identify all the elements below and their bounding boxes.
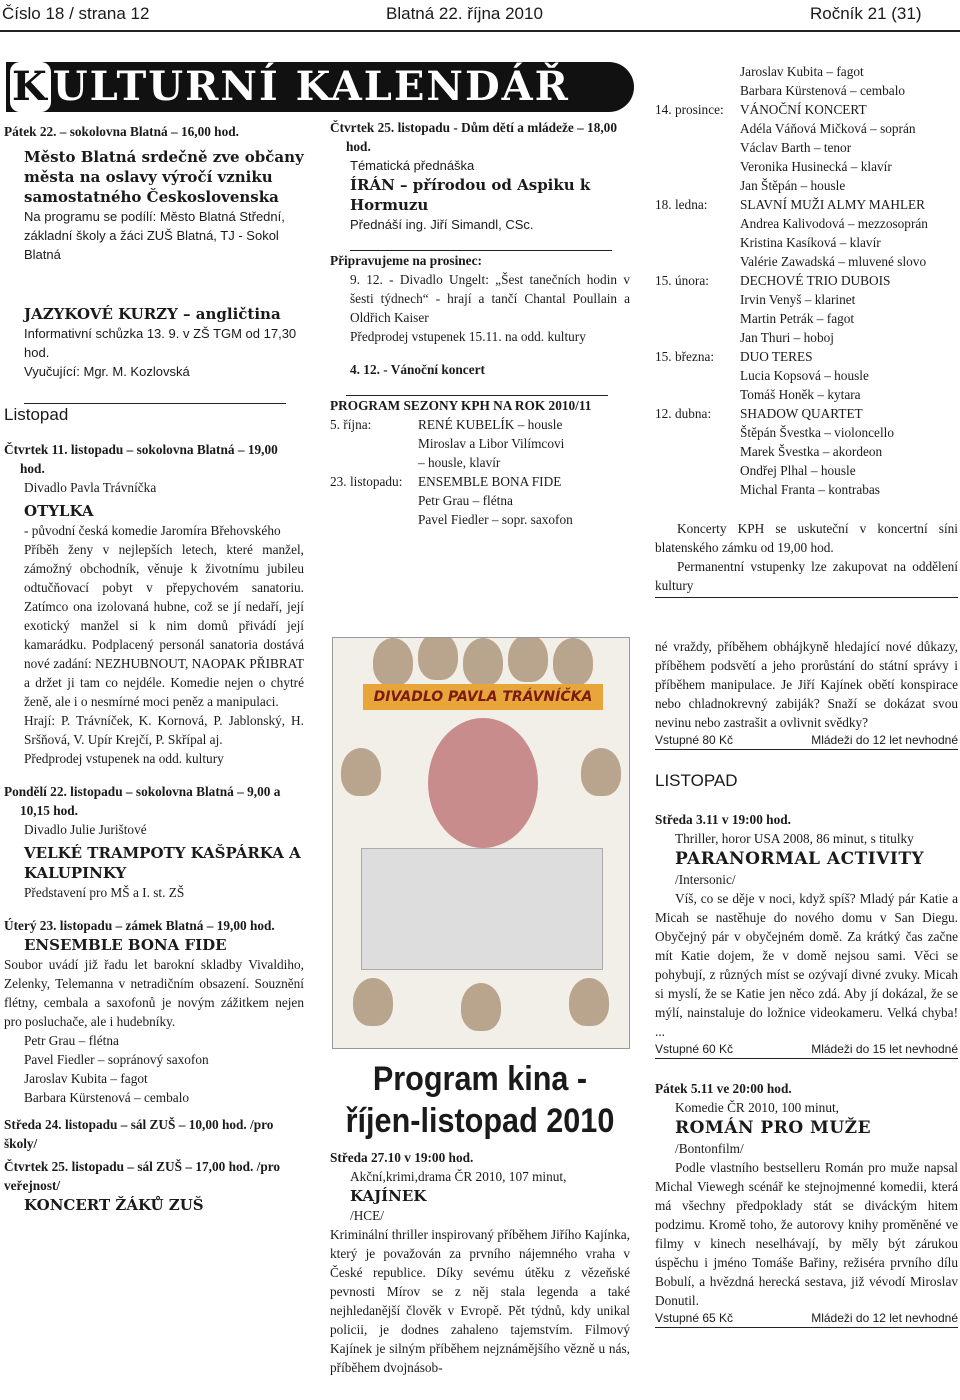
program-line: Irvin Venyš – klarinet bbox=[740, 292, 856, 307]
film-title: KAJÍNEK bbox=[350, 1187, 427, 1205]
film-age-rating: Mládeži do 15 let nevhodné bbox=[811, 1042, 958, 1056]
film-info: Thriller, horor USA 2008, 86 minut, s titulky bbox=[675, 831, 914, 846]
event-organizer: Divadlo Julie Jurištové bbox=[24, 822, 147, 837]
program-line: Veronika Husinecká – klavír bbox=[740, 159, 892, 174]
film-date: Středa 27.10 v 19:00 hod. bbox=[330, 1150, 474, 1165]
program-line: VÁNOČNÍ KONCERT bbox=[740, 102, 867, 117]
poster-photo bbox=[373, 638, 413, 686]
program-line: Pavel Fiedler – sopr. saxofon bbox=[418, 512, 573, 527]
event-title: ENSEMBLE BONA FIDE bbox=[24, 936, 227, 954]
event-date: Čtvrtek 25. listopadu – sál ZUŠ – 17,00 hod. /pro veřejnost/ bbox=[4, 1159, 281, 1193]
performer: Barbara Kürstenová – cembalo bbox=[24, 1090, 190, 1105]
performer: Petr Grau – flétna bbox=[24, 1033, 119, 1048]
header-rule bbox=[0, 30, 960, 32]
program-date: 18. ledna: bbox=[655, 197, 708, 212]
film-price-row bbox=[655, 1310, 958, 1328]
film-price-row bbox=[655, 1041, 958, 1059]
issue-number: Číslo 18 / strana 12 bbox=[2, 4, 150, 23]
course-title: JAZYKOVÉ KURZY – angličtina bbox=[24, 305, 281, 323]
program-line: Andrea Kalivodová – mezzosoprán bbox=[740, 216, 928, 231]
film-date: Pátek 5.11 ve 20:00 hod. bbox=[655, 1081, 792, 1096]
program-line: Barbara Kürstenová – cembalo bbox=[740, 83, 906, 98]
program-line: DECHOVÉ TRIO DUBOIS bbox=[740, 273, 891, 288]
course-info: Informativní schůzka 13. 9. v ZŠ TGM od 17,30 hod. bbox=[24, 326, 297, 360]
column-right-cinema bbox=[655, 637, 958, 1328]
program-date: 15. února: bbox=[655, 273, 709, 288]
film-distributor: /HCE/ bbox=[350, 1208, 384, 1223]
cinema-listing bbox=[330, 1148, 630, 1377]
event-type: Tématická přednáška bbox=[350, 158, 475, 173]
film-date: Středa 3.11 v 19:00 hod. bbox=[655, 812, 791, 827]
program-line: Tomáš Honěk – kytara bbox=[740, 387, 861, 402]
film-info: Akční,krimi,drama ČR 2010, 107 minut, bbox=[350, 1169, 567, 1184]
event-subtitle: Představení pro MŠ a I. st. ZŠ bbox=[24, 885, 185, 900]
section-heading-listopad: LISTOPAD bbox=[655, 771, 738, 790]
film-description: Kriminální thriller inspirovaný příběhem Jiřího Kajínka, který je považován za prvního nájemného vraha v České republice. Díky sevému útěku z vězeňské pevnosti Mírov se z něj stala legenda a také nejhledanější člověk v Evropě. Pět týdnů, kdy unikal policii, je dodnes zahaleno tajemstvím. Filmový Kajínek je silným příběhem nejznámějšího vězně u nás, příběhem dvojnásob- bbox=[330, 1227, 630, 1375]
page-header bbox=[0, 0, 960, 30]
poster-photo bbox=[341, 748, 381, 796]
event-title: VELKÉ TRAMPOTY KAŠPÁRKA A KALUPINKY bbox=[24, 844, 301, 882]
program-line: Štěpán Švestka – violoncello bbox=[740, 425, 894, 440]
banner-title bbox=[10, 62, 570, 112]
program-line: Marek Švestka – akordeon bbox=[740, 444, 883, 459]
program-line: Martin Petrák – fagot bbox=[740, 311, 855, 326]
program-date: 14. prosince: bbox=[655, 102, 724, 117]
program-line: Václav Barth – tenor bbox=[740, 140, 852, 155]
event-date: Pondělí 22. listopadu – sokolovna Blatná – 9,00 a 10,15 hod. bbox=[4, 784, 281, 818]
event-cast: Hrají: P. Trávníček, K. Kornová, P. Jablonský, H. Sršňová, V. Upír Krejčí, P. Skřípal aj. bbox=[24, 713, 304, 747]
section-heading-listopad: Listopad bbox=[4, 405, 69, 424]
event-date: Čtvrtek 25. listopadu - Dům dětí a mládeže – 18,00 hod. bbox=[330, 120, 617, 154]
film-price-row bbox=[655, 732, 958, 750]
event-date: Středa 24. listopadu – sál ZUŠ – 10,00 hod. /pro školy/ bbox=[4, 1117, 274, 1151]
program-line: SHADOW QUARTET bbox=[740, 406, 863, 421]
section-banner bbox=[6, 62, 634, 112]
program-line: Jaroslav Kubita – fagot bbox=[740, 64, 864, 79]
program-line: ENSEMBLE BONA FIDE bbox=[418, 474, 562, 489]
poster-illustration bbox=[428, 718, 538, 848]
event-description: Na programu se podílí: Město Blatná Střední, základní školy a žáci ZUŠ Blatná, TJ - Sokol Blatná bbox=[24, 209, 285, 262]
performer: Jaroslav Kubita – fagot bbox=[24, 1071, 148, 1086]
program-line: Adéla Váňová Mičková – soprán bbox=[740, 121, 916, 136]
poster-photo bbox=[418, 637, 458, 680]
event-title: OTYLKA bbox=[24, 502, 94, 520]
poster-photo bbox=[461, 983, 501, 1031]
program-entry bbox=[655, 62, 958, 499]
concert-note: Koncerty KPH se uskuteční v koncertní síni blatenského zámku od 19,00 hod. bbox=[655, 521, 958, 555]
film-age-rating: Mládeži do 12 let nevhodné bbox=[811, 1311, 958, 1325]
upcoming-event: 9. 12. - Divadlo Ungelt: „Šest tanečních hodin v šesti týdnech“ - hrají a tančí Chantal Poullain a Oldřich Kaiser bbox=[350, 272, 630, 325]
course-teacher: Vyučující: Mgr. M. Kozlovská bbox=[24, 364, 190, 379]
program-line: Lucia Kopsová – housle bbox=[740, 368, 869, 383]
poster-photo bbox=[353, 978, 393, 1026]
program-line: SLAVNÍ MUŽI ALMY MAHLER bbox=[740, 197, 926, 212]
program-line: Ondřej Plhal – housle bbox=[740, 463, 856, 478]
film-age-rating: Mládeži do 12 let nevhodné bbox=[811, 733, 958, 747]
program-line: Miroslav a Libor Vilímcovi bbox=[418, 436, 565, 451]
program-line: – housle, klavír bbox=[418, 455, 501, 470]
program-line: Valérie Zawadská – mluvené slovo bbox=[740, 254, 927, 269]
column-middle bbox=[330, 118, 630, 529]
event-date: Úterý 23. listopadu – zámek Blatná – 19,00 hod. bbox=[4, 918, 275, 933]
program-date: 23. listopadu: bbox=[330, 474, 403, 489]
event-title: Město Blatná srdečně zve občany města na oslavy výročí vzniku samostatného Československa bbox=[24, 148, 304, 206]
event-lecturer: Přednáší ing. Jiří Simandl, CSc. bbox=[350, 217, 534, 232]
upcoming-heading: Připravujeme na prosinec: bbox=[330, 253, 482, 268]
program-line: Petr Grau – flétna bbox=[418, 493, 513, 508]
banner-initial: K bbox=[12, 63, 49, 110]
program-line: Michal Franta – kontrabas bbox=[740, 482, 880, 497]
cinema-program-title: Program kina - říjen-listopad 2010 bbox=[345, 1060, 615, 1140]
film-description: Víš, co se děje v noci, když spíš? Mladý pár Katie a Micah se nastěhuje do nového domu v San Diegu. Obyčejný pár v obyčejném domě. Za krátký čas začne mít Katie dojem, že v domě nejsou sami. Věci se pohybují, z různých míst se ozývají divné zvuky. Micah si myslí, že se Katie jen něco zdá. Aby jí dokázal, že se mýlí, nainstaluje do ložnice videokameru. Velká chyba! ... bbox=[655, 891, 958, 1039]
program-line: DUO TERES bbox=[740, 349, 813, 364]
event-title: ÍRÁN – přírodou od Aspiku k Hormuzu bbox=[350, 176, 591, 214]
film-price: Vstupné 80 Kč bbox=[655, 733, 734, 747]
film-description: Podle vlastního bestselleru Román pro muže napsal Michal Viewegh scénář ke stejnojmenné komedii, která má všechny předpoklady stát se diváckým hitem podzimu. Kromě toho, že autorovy knihy proměněné ve filmy v kinech neselhávají, by měly být zárukou úspěchu i jméno Tomáše Bařiny, režiséra prvního dílu Bobulí, a hvězdná herecká sestava, již vévodí Miroslav Donutil. bbox=[655, 1160, 958, 1308]
column-left bbox=[4, 122, 304, 1215]
program-date: 5. října: bbox=[330, 417, 372, 432]
program-date: 15. března: bbox=[655, 349, 715, 364]
season-program-title: PROGRAM SEZONY KPH NA ROK 2010/11 bbox=[330, 398, 592, 413]
event-presale: Předprodej vstupenek na odd. kultury bbox=[24, 751, 224, 766]
event-description: Soubor uvádí již řadu let barokní skladby Vivaldiho, Zelenky, Telemanna v netradičním obsazení. Souznění flétny, cembala a saxofonů je novým zážitkem nejen pro posluchače, ale i hudebníky. bbox=[4, 957, 304, 1029]
film-price: Vstupné 60 Kč bbox=[655, 1042, 734, 1056]
poster-photo bbox=[508, 637, 548, 682]
film-distributor: /Bontonfilm/ bbox=[675, 1141, 744, 1156]
program-line: Jan Štěpán – housle bbox=[740, 178, 846, 193]
film-title: PARANORMAL ACTIVITY bbox=[675, 849, 925, 869]
poster-photo bbox=[581, 748, 621, 796]
event-description: Příběh ženy v nejlepších letech, které manžel, zámožný obchodník, věnuje k životnímu jubileu odtučňovací pobyt v přepychovém sanatoriu. Zatímco ona izolovaná hubne, což se jí nedaří, její exotický manžel si k nim domů přivádí její kamarádku. Podplacený personál sanatoria dostává nové zadání: NEZHUBNOUT, NAOPAK PŘIBRAT a držet ji tam co nejdéle. Komedie nejen o chytré ženě, ale i o nesmírné moci peněz a manipulaci. bbox=[24, 542, 304, 709]
film-price: Vstupné 65 Kč bbox=[655, 1311, 734, 1325]
concert-note: Permanentní vstupenky lze zakupovat na oddělení kultury bbox=[655, 557, 958, 598]
film-info: Komedie ČR 2010, 100 minut, bbox=[675, 1100, 839, 1115]
column-right bbox=[655, 62, 958, 598]
event-date: Čtvrtek 11. listopadu – sokolovna Blatná – 19,00 hod. bbox=[4, 442, 278, 476]
performer: Pavel Fiedler – sopránový saxofon bbox=[24, 1052, 209, 1067]
event-date: Pátek 22. – sokolovna Blatná – 16,00 hod. bbox=[4, 124, 239, 139]
poster-photo bbox=[553, 638, 593, 686]
poster-photo bbox=[569, 978, 609, 1026]
event-title: KONCERT ŽÁKŮ ZUŠ bbox=[24, 1196, 204, 1214]
film-title: ROMÁN PRO MUŽE bbox=[675, 1118, 872, 1138]
poster-photo bbox=[463, 638, 503, 686]
issue-date: Blatná 22. října 2010 bbox=[386, 4, 543, 23]
poster-credits bbox=[361, 848, 603, 970]
program-line: Kristina Kasíková – klavír bbox=[740, 235, 881, 250]
film-distributor: /Intersonic/ bbox=[675, 872, 736, 887]
program-date: 12. dubna: bbox=[655, 406, 712, 421]
theatre-poster bbox=[332, 637, 630, 1049]
film-description-continued: né vraždy, příběhem obhájkyně hledající nové důkazy, příběhem podsvětí a jeho prorůstání do státní správy i příběhem manipulace. Je Jiří Kajínek obětí konspirace nebo chladnokrevný zabiják? Snaží se dokázat svou nevinu nebo zastrašit a ovlivnit svědky? bbox=[655, 639, 958, 730]
banner-title-rest: ULTURNÍ KALENDÁŘ bbox=[52, 63, 570, 110]
upcoming-presale: Předprodej vstupenek 15.11. na odd. kultury bbox=[350, 329, 586, 344]
volume-number: Ročník 21 (31) bbox=[810, 4, 922, 23]
poster-title: DIVADLO PAVLA TRÁVNÍČKA bbox=[363, 684, 603, 710]
program-line: Jan Thuri – hoboj bbox=[740, 330, 834, 345]
event-subtitle: - původní česká komedie Jaromíra Břehovského bbox=[24, 523, 281, 538]
program-entry bbox=[330, 415, 630, 529]
event-organizer: Divadlo Pavla Trávníčka bbox=[24, 480, 157, 495]
upcoming-event: 4. 12. - Vánoční koncert bbox=[350, 362, 485, 377]
program-line: RENÉ KUBELÍK – housle bbox=[418, 417, 563, 432]
